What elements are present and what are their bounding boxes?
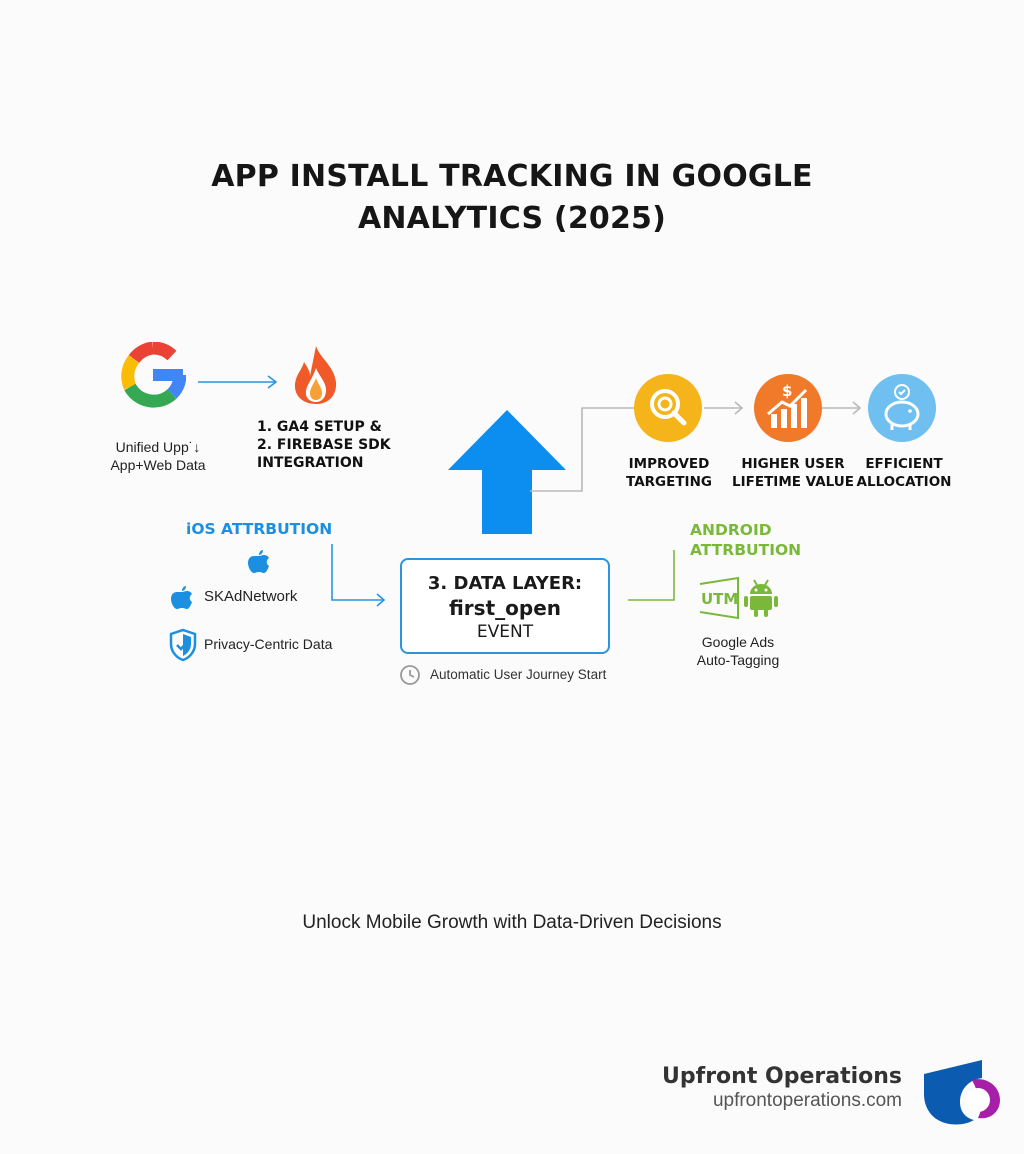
arrow-targeting-to-ltv (704, 400, 746, 416)
google-logo-icon (120, 342, 186, 408)
android-robot-icon (744, 578, 778, 618)
outcome-3-line-1: EFFICIENT (865, 456, 943, 472)
data-layer-line-2: first_open (448, 596, 561, 620)
ga4-caption (104, 438, 212, 474)
outcome-3-line-2: ALLOCATION (856, 474, 952, 490)
brand-url: upfrontoperations.com (712, 1090, 902, 1111)
arrow-to-firebase (198, 374, 280, 390)
utm-label: UTM (701, 590, 739, 608)
page-title (0, 156, 1024, 240)
apple-icon (247, 548, 271, 576)
step-line-1: 1. GA4 SETUP & (257, 419, 382, 435)
journey-start-note: Automatic User Journey Start (430, 667, 607, 682)
brand-name: Upfront Operations (662, 1064, 902, 1089)
title-line-2: ANALYTICS (2025) (357, 201, 667, 236)
android-attribution-title (690, 520, 801, 560)
magnifier-icon (634, 374, 702, 442)
android-to-data-layer-line (626, 548, 680, 606)
outcome-caption-ltv (732, 455, 854, 491)
outcome-2-line-2: LIFETIME VALUE (732, 474, 854, 490)
data-layer-box (400, 558, 610, 654)
android-caption (690, 633, 786, 669)
ga4-caption-line-2: App+Web Data (110, 457, 206, 473)
piggy-bank-icon (868, 374, 936, 442)
lifetime-value-circle (754, 374, 822, 442)
outcome-1-line-1: IMPROVED (628, 456, 710, 472)
outcome-2-line-1: HIGHER USER (741, 456, 845, 472)
arrow-ltv-to-allocation (822, 400, 864, 416)
data-layer-line-1: 3. DATA LAYER: (427, 573, 583, 594)
ga4-firebase-step (257, 418, 407, 472)
android-caption-line-1: Google Ads (701, 634, 775, 650)
growth-chart-icon (754, 374, 822, 442)
ios-attribution-title: iOS ATTRBUTION (186, 520, 333, 538)
privacy-data-label: Privacy-Centric Data (204, 636, 333, 652)
step-line-3: INTEGRATION (257, 455, 364, 471)
title-line-1: APP INSTALL TRACKING IN GOOGLE (211, 159, 813, 194)
svg-text:$: $ (782, 382, 793, 400)
efficient-allocation-circle (868, 374, 936, 442)
improved-targeting-circle (634, 374, 702, 442)
shield-icon (168, 628, 198, 662)
outcome-1-line-2: TARGETING (626, 474, 712, 490)
step-line-2: 2. FIREBASE SDK (257, 437, 391, 453)
brand-logo-icon (920, 1058, 1004, 1128)
utm-tag-icon (698, 576, 744, 620)
apple-icon-skadnetwork (170, 584, 194, 612)
clock-icon (399, 664, 421, 686)
data-layer-line-3: EVENT (476, 622, 534, 642)
firebase-flame-icon (290, 344, 342, 406)
outcome-caption-allocation (852, 455, 956, 491)
outcome-caption-targeting (614, 455, 724, 491)
android-title-line-1: ANDROID (690, 521, 772, 539)
android-caption-line-2: Auto-Tagging (696, 652, 780, 668)
ga4-caption-line-1: Unified Upp˙↓ (115, 439, 201, 455)
android-title-line-2: ATTRBUTION (690, 541, 802, 559)
skadnetwork-label: SKAdNetwork (204, 588, 298, 605)
ios-to-data-layer-arrow (328, 542, 390, 612)
tagline: Unlock Mobile Growth with Data-Driven Decisions (302, 912, 722, 933)
